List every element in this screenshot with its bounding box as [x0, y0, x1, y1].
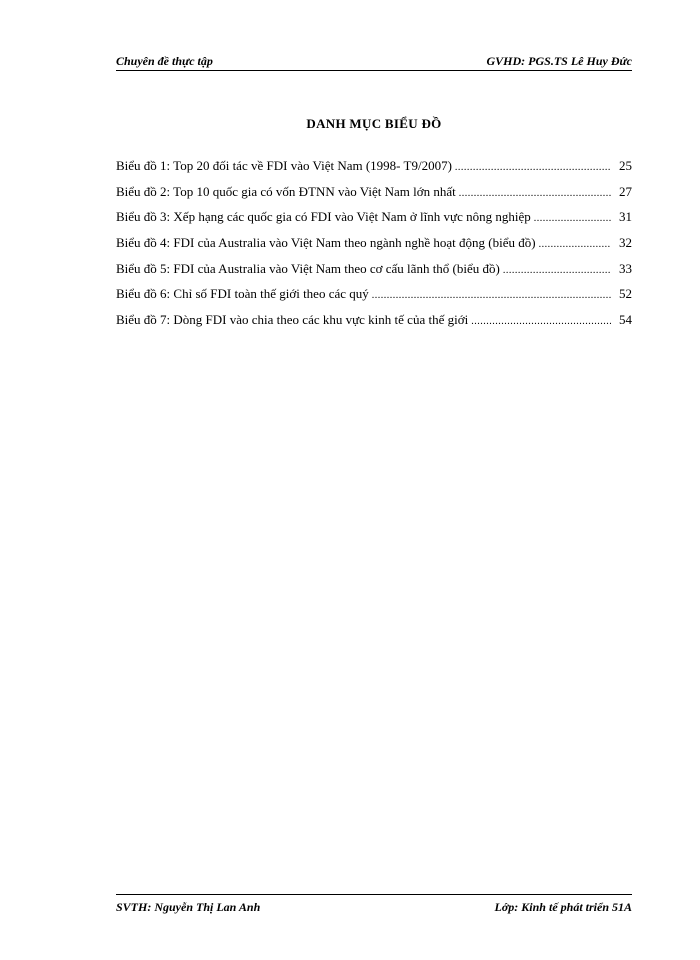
toc-leader-dots [372, 286, 611, 302]
toc-entry-page: 27 [619, 183, 632, 199]
toc-entry-4[interactable] [116, 235, 632, 261]
toc-entry-page: 52 [619, 286, 632, 302]
toc-entry-label: Biểu đồ 6: Chỉ số FDI toàn thế giới theo các quý [116, 286, 369, 302]
toc-leader-dots [534, 209, 611, 225]
toc-leader-dots [471, 312, 611, 328]
toc-leader-dots [459, 184, 611, 200]
page-title: DANH MỤC BIỂU ĐỒ [306, 116, 442, 131]
page-footer [116, 894, 632, 913]
toc-entry-label: Biểu đồ 1: Top 20 đối tác về FDI vào Việt Nam (1998- T9/2007) [116, 158, 452, 173]
toc-entry-1[interactable] [116, 158, 632, 184]
toc-entry-page: 54 [619, 312, 632, 328]
toc-entry-label: Biểu đồ 7: Dòng FDI vào chia theo các khu vực kinh tế của thế giới [116, 312, 469, 328]
toc-entry-6[interactable] [116, 286, 632, 312]
toc-entry-page: 32 [619, 235, 632, 251]
toc-entry-label: Biểu đồ 4: FDI của Australia vào Việt Nam theo ngành nghề hoạt động (biểu đồ) [116, 235, 536, 251]
toc-entry-page: 31 [619, 209, 632, 225]
toc-leader-dots [455, 158, 611, 174]
toc-entry-3[interactable] [116, 209, 632, 235]
toc-entry-label: Biểu đồ 2: Top 10 quốc gia có vốn ĐTNN vào Việt Nam lớn nhất [116, 183, 456, 199]
toc-entry-5[interactable] [116, 261, 632, 287]
header-supervisor: GVHD: PGS.TS Lê Huy Đức [486, 54, 632, 68]
toc-entry-7[interactable] [116, 312, 632, 338]
page-header [116, 54, 632, 71]
toc-entry-2[interactable] [116, 184, 632, 210]
toc-entry-label: Biểu đồ 5: FDI của Australia vào Việt Nam theo cơ cấu lãnh thổ (biểu đồ) [116, 260, 500, 276]
header-course-title: Chuyên đề thực tập [116, 54, 213, 68]
toc-entry-page: 33 [619, 260, 632, 276]
toc-leader-dots [503, 261, 611, 277]
toc-entry-page: 25 [619, 158, 632, 173]
toc-leader-dots [539, 235, 611, 251]
footer-class: Lớp: Kinh tế phát triển 51A [494, 900, 632, 914]
chart-list [116, 158, 632, 338]
footer-student: SVTH: Nguyễn Thị Lan Anh [116, 900, 261, 914]
toc-entry-label: Biểu đồ 3: Xếp hạng các quốc gia có FDI vào Việt Nam ở lĩnh vực nông nghiệp [116, 209, 531, 225]
